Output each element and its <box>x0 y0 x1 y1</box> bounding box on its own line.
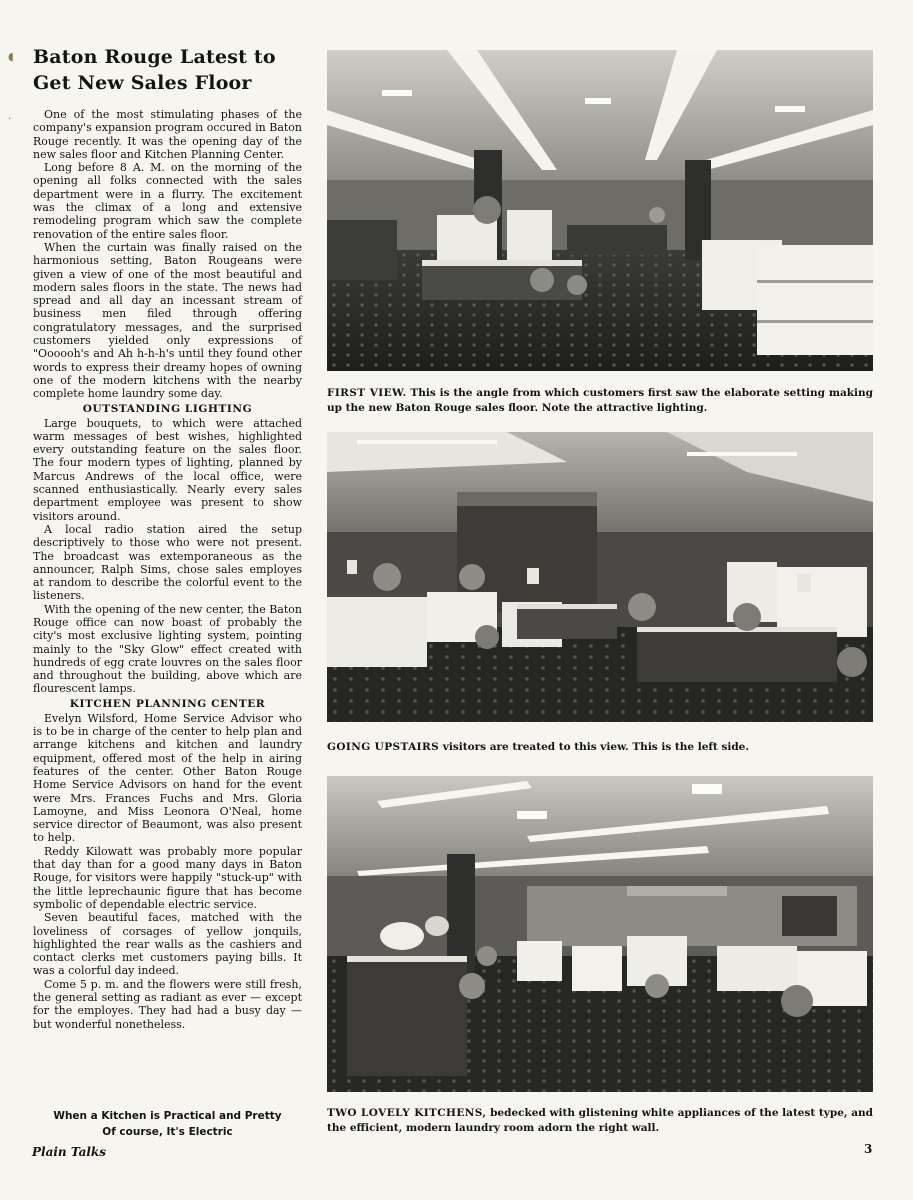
paragraph: Evelyn Wilsford, Home Service Advisor who is to be in charge of the center to help plan and arrange kitchens and kitchen and laundry equipment, offered most of the help in airing features of the center. Other Baton Rouge Home Service Advisors on hand for the event were Mrs. Frances Fuchs and Mrs. Gloria Lamoyne, and Miss Leonora O'Neal, home service director of Beaumont, was also present to help. <box>33 711 302 845</box>
paragraph: One of the most stimulating phases of the company's expansion program occured in Baton Rouge recently. It was the opening day of the new sales floor and Kitchen Planning Center. <box>33 108 302 161</box>
margin-mark-icon: ◖ <box>8 50 14 63</box>
caption-lead: FIRST VIEW. <box>327 387 407 399</box>
caption-going-upstairs <box>327 740 873 755</box>
caption-text: This is the angle from which customers first saw the elaborate setting making up the new Baton Rouge sales floor. Note the attractive lighting. <box>327 387 873 414</box>
caption-text: bedecked with glistening white appliances of the latest type, and the efficient, modern laundry room adorn the right wall. <box>327 1107 874 1134</box>
paragraph: A local radio station aired the setup descriptively to those who were not present. The broadcast was extemporaneous as the announcer, Ralph Sims, chose sales employes at random to describe the colorful event to the listeners. <box>33 522 302 603</box>
page-number: 3 <box>864 1142 873 1156</box>
tagline-line-1: When a Kitchen is Practical and Pretty <box>53 1110 282 1122</box>
photo-going-upstairs <box>327 432 873 722</box>
article-body <box>33 108 302 1031</box>
publication-name: Plain Talks <box>32 1145 107 1159</box>
tagline-line-2: Of course, It's Electric <box>102 1126 233 1138</box>
paragraph: Seven beautiful faces, matched with the loveliness of corsages of yellow jonquils, highlighted the rear walls as the cashiers and contact clerks met customers paying bills. It was a colorful day indeed. <box>33 911 302 978</box>
paragraph: Come 5 p. m. and the flowers were still fresh, the general setting as radiant as ever — except for the employes. They had had a busy day — but wonderful nonetheless. <box>33 977 302 1031</box>
caption-two-kitchens <box>327 1106 873 1136</box>
caption-lead: TWO LOVELY KITCHENS, <box>327 1107 487 1119</box>
article-headline <box>33 44 302 96</box>
caption-first-view <box>327 386 873 416</box>
paragraph: With the opening of the new center, the Baton Rouge office can now boast of probably the city's most exclusive lighting system, pointing mainly to the "Sky Glow" effect created with hundreds of egg crate louvres on the sales floor and throughout the building, above which are flourescent lamps. <box>33 602 302 696</box>
paragraph: When the curtain was finally raised on the harmonious setting, Baton Rougeans were given a view of one of the most beautiful and modern sales floors in the state. The news had spread and all day an incessant stream of business men filed through offering congratulatory messages, and the surprised customers yielded only expressions of "Oooooh's and Ah h-h-h's until they found other words to express their dreamy hopes of owning one of the modern kitchens with the nearby complete home laundry some day. <box>33 240 302 401</box>
subhead-lighting: OUTSTANDING LIGHTING <box>82 402 253 415</box>
subhead-kitchen: KITCHEN PLANNING CENTER <box>69 697 266 710</box>
paragraph: Long before 8 A. M. on the morning of the opening all folks connected with the sales department were in a flurry. The excitement was the climax of a long and extensive remodeling program which saw the complete renovation of the entire sales floor. <box>33 161 302 241</box>
photo-sales-floor-first-view <box>327 50 873 371</box>
article-column <box>33 44 302 1031</box>
photo-two-kitchens <box>327 776 873 1092</box>
photo-first-view-image <box>327 50 873 371</box>
margin-mark-icon: · <box>8 112 12 125</box>
paragraph: Large bouquets, to which were attached warm messages of best wishes, highlighted every outstanding feature on the sales floor. The four modern types of lighting, planned by Marcus Andrews of the local office, were scanned enthusiastically. Nearly every sales department employee was present to show visitors around. <box>33 416 302 523</box>
caption-text: visitors are treated to this view. This is the left side. <box>439 741 750 753</box>
paragraph: Reddy Kilowatt was probably more popular that day than for a good many days in Baton Rouge, for visitors were happily "stuck-up" with the little leprechaunic figure that has become symbolic of dependable electric service. <box>33 844 302 911</box>
photo-going-upstairs-image <box>327 432 873 722</box>
tagline <box>33 1108 302 1140</box>
headline-line-2: Get New Sales Floor <box>33 72 252 94</box>
caption-lead: GOING UPSTAIRS <box>327 741 440 753</box>
photo-two-kitchens-image <box>327 776 873 1092</box>
headline-line-1: Baton Rouge Latest to <box>33 46 276 68</box>
